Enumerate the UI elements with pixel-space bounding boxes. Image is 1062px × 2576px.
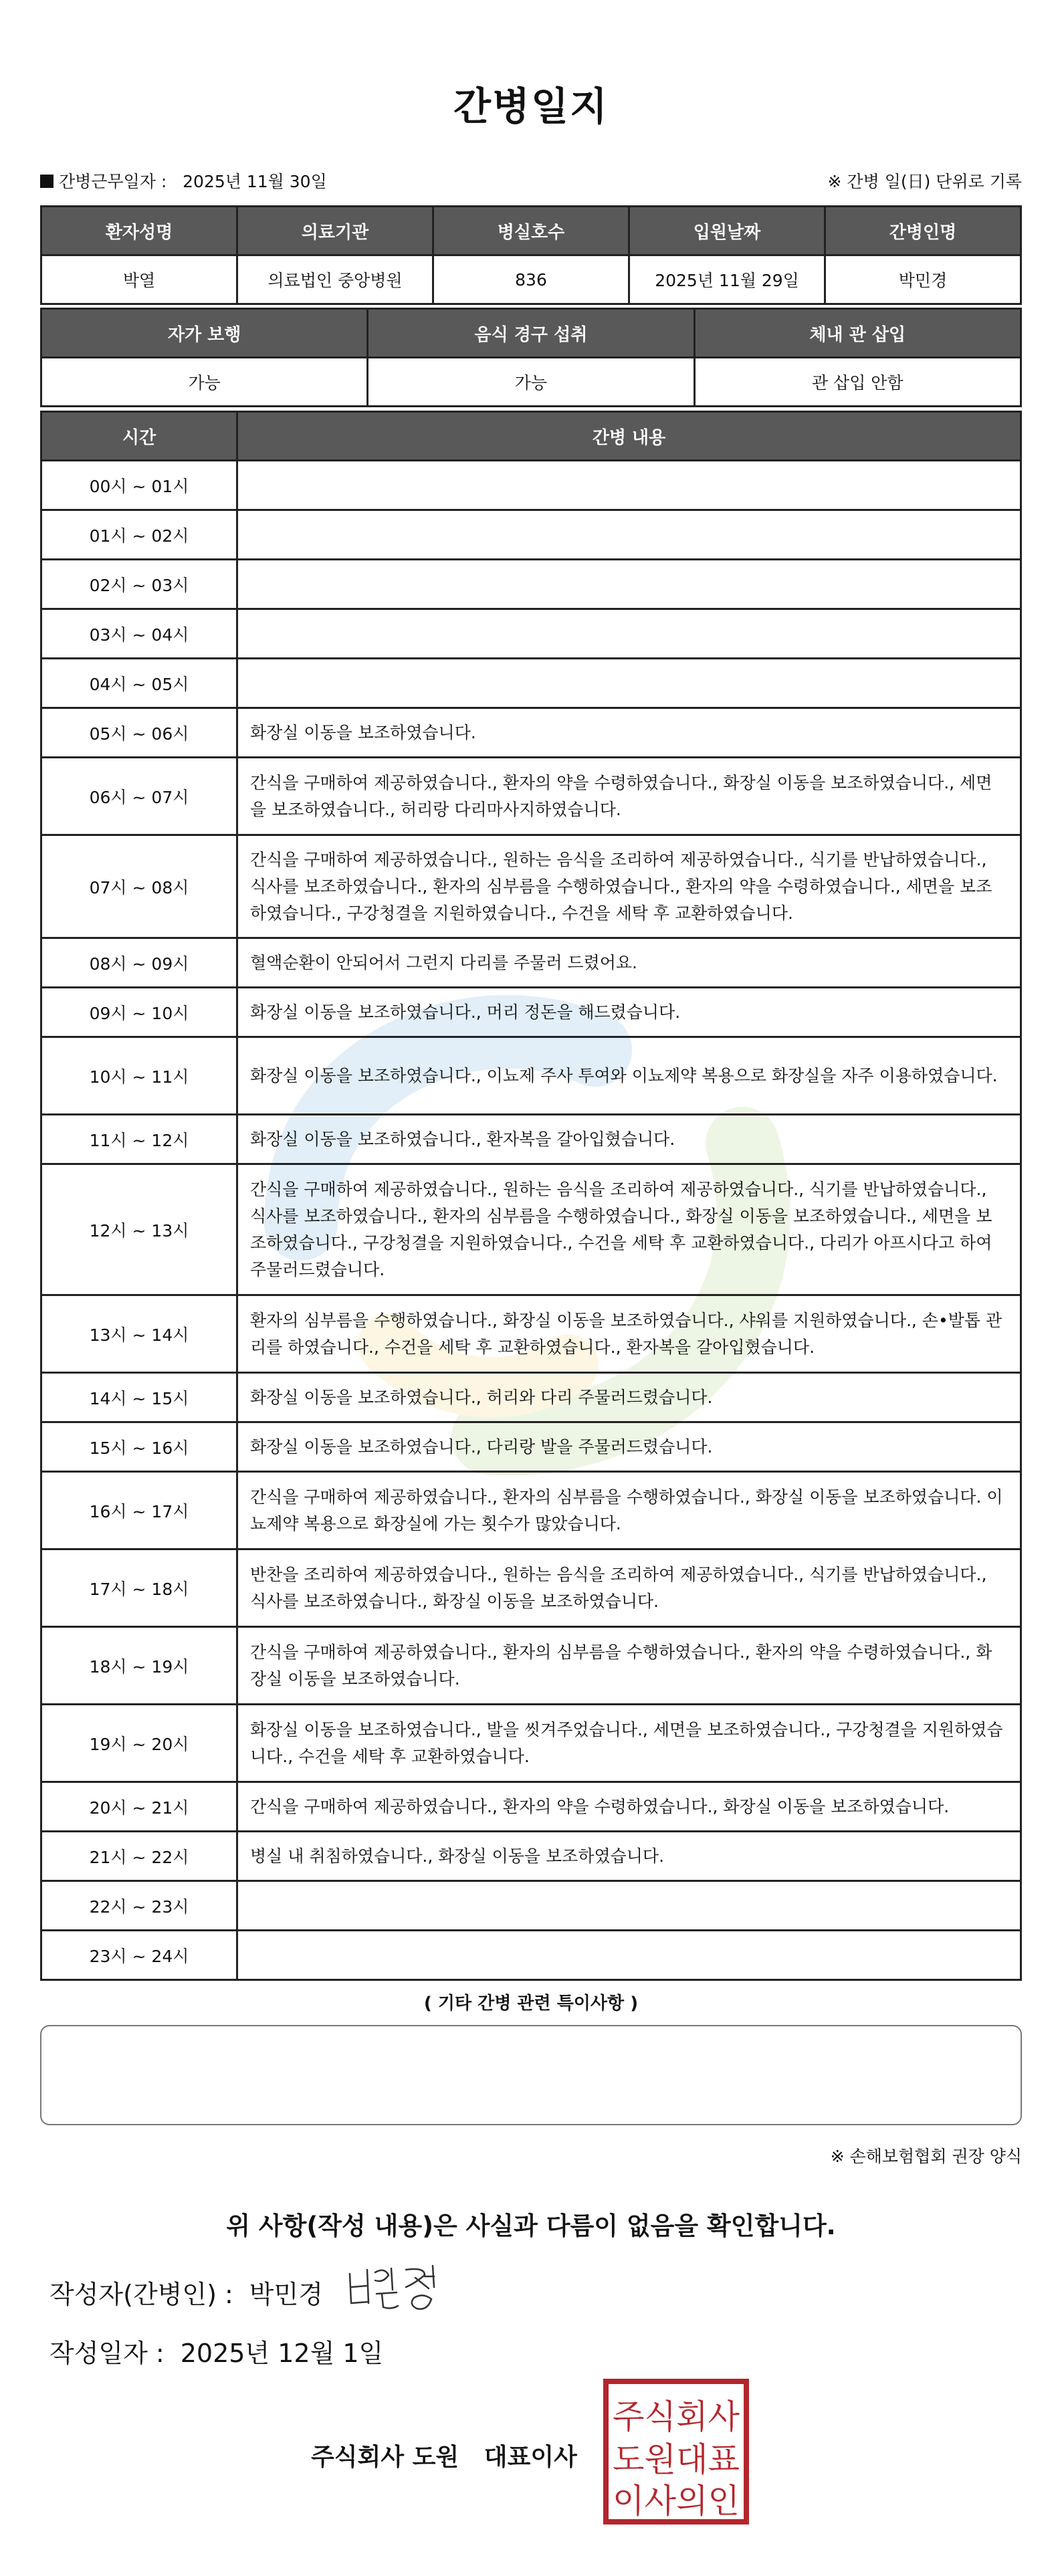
care-log-row	[41, 1295, 1021, 1373]
handwritten-signature	[344, 2260, 458, 2321]
log-time: 09시 ~ 10시	[41, 988, 237, 1037]
notes-box	[40, 2025, 1022, 2125]
care-log-row	[41, 1549, 1021, 1627]
log-content: 반찬을 조리하여 제공하였습니다., 원하는 음식을 조리하여 제공하였습니다., 식기를 반납하였습니다., 식사를 보조하였습니다., 화장실 이동을 보조하였습니다.	[237, 1549, 1021, 1627]
care-log-header-row	[41, 412, 1021, 461]
log-content	[237, 510, 1021, 560]
log-content: 간식을 구매하여 제공하였습니다., 원하는 음식을 조리하여 제공하였습니다., 식기를 반납하였습니다., 식사를 보조하였습니다., 환자의 심부름을 수행하였습니다., 화장실 이동을 보조하였습니다., 세면을 보조하였습니다., 구강청결을 지원하였습니다., 수건을 세탁 후 교환하였습니다., 다리가 아프시다고 하여 주물러드렸습니다.	[237, 1164, 1021, 1295]
seal-text: 도원대표	[613, 2440, 740, 2479]
log-content: 간식을 구매하여 제공하였습니다., 환자의 심부름을 수행하였습니다., 환자의 약을 수령하였습니다., 화장실 이동을 보조하였습니다.	[237, 1627, 1021, 1705]
care-log-row	[41, 1931, 1021, 1980]
care-log-row	[41, 609, 1021, 659]
room-number: 836	[433, 255, 629, 304]
header-time: 시간	[41, 412, 237, 461]
care-log-row	[41, 1832, 1021, 1881]
care-log-row	[41, 1037, 1021, 1115]
care-log-body	[41, 461, 1021, 1980]
log-content: 간식을 구매하여 제공하였습니다., 환자의 약을 수령하였습니다., 화장실 이동을 보조하였습니다.	[237, 1782, 1021, 1832]
oral-intake-value: 가능	[368, 358, 694, 407]
care-log-row	[41, 1472, 1021, 1549]
care-log-row	[41, 1115, 1021, 1164]
work-date-label: 간병근무일자	[59, 172, 156, 191]
header-oral-intake: 음식 경구 섭취	[368, 309, 694, 358]
hospital-name: 의료법인 중앙병원	[237, 255, 433, 304]
care-log-row	[41, 1881, 1021, 1931]
square-bullet-icon	[40, 175, 54, 188]
log-content: 화장실 이동을 보조하였습니다., 발을 씻겨주었습니다., 세면을 보조하였습니다., 구강청결을 지원하였습니다., 수건을 세탁 후 교환하였습니다.	[237, 1705, 1021, 1782]
log-time: 04시 ~ 05시	[41, 659, 237, 708]
log-content: 화장실 이동을 보조하였습니다., 이뇨제 주사 투여와 이뇨제약 복용으로 화장실을 자주 이용하였습니다.	[237, 1037, 1021, 1115]
log-time: 23시 ~ 24시	[41, 1931, 237, 1980]
admission-date: 2025년 11월 29일	[629, 255, 825, 304]
log-time: 19시 ~ 20시	[41, 1705, 237, 1782]
log-time: 01시 ~ 02시	[41, 510, 237, 560]
care-log-row	[41, 560, 1021, 609]
log-time: 22시 ~ 23시	[41, 1881, 237, 1931]
header-room: 병실호수	[433, 207, 629, 255]
care-log-row	[41, 461, 1021, 510]
written-date-value: 2025년 12월 1일	[180, 2339, 384, 2368]
written-date-label: 작성일자 :	[49, 2339, 165, 2368]
log-time: 18시 ~ 19시	[41, 1627, 237, 1705]
care-log-row	[41, 659, 1021, 708]
log-content: 병실 내 취침하였습니다., 화장실 이동을 보조하였습니다.	[237, 1832, 1021, 1881]
log-content: 화장실 이동을 보조하였습니다.	[237, 708, 1021, 758]
writer-line	[49, 2274, 323, 2311]
company-seal-stamp	[602, 2377, 750, 2526]
work-date: 간병근무일자 : 2025년 11월 30일	[40, 169, 327, 193]
form-note: ※ 손해보험협회 권장 양식	[830, 2147, 1022, 2166]
log-time: 10시 ~ 11시	[41, 1037, 237, 1115]
log-time: 07시 ~ 08시	[41, 835, 237, 938]
log-time: 00시 ~ 01시	[41, 461, 237, 510]
written-date-line	[49, 2333, 383, 2369]
log-time: 13시 ~ 14시	[41, 1295, 237, 1373]
care-log-row	[41, 938, 1021, 988]
header-care-content: 간병 내용	[237, 412, 1021, 461]
log-content: 간식을 구매하여 제공하였습니다., 원하는 음식을 조리하여 제공하였습니다., 식기를 반납하였습니다., 식사를 보조하였습니다., 환자의 심부름을 수행하였습니다., 환자의 약을 수령하였습니다., 세면을 보조하였습니다., 구강청결을 지원하였습니다., 수건을 세탁 후 교환하였습니다.	[237, 835, 1021, 938]
care-log-row	[41, 1164, 1021, 1295]
log-content: 간식을 구매하여 제공하였습니다., 환자의 약을 수령하였습니다., 화장실 이동을 보조하였습니다., 세면을 보조하였습니다., 허리랑 다리마사지하였습니다.	[237, 758, 1021, 835]
patient-info-value-row	[41, 255, 1021, 304]
patient-state-header-row	[41, 309, 1021, 358]
care-log-row	[41, 1422, 1021, 1472]
header-caregiver: 간병인명	[825, 207, 1021, 255]
log-content: 화장실 이동을 보조하였습니다., 머리 정돈을 해드렸습니다.	[237, 988, 1021, 1037]
care-log-row	[41, 708, 1021, 758]
log-time: 16시 ~ 17시	[41, 1472, 237, 1549]
caregiver-name: 박민경	[825, 255, 1021, 304]
log-content	[237, 1931, 1021, 1980]
log-time: 15시 ~ 16시	[41, 1422, 237, 1472]
log-time: 17시 ~ 18시	[41, 1549, 237, 1627]
log-time: 21시 ~ 22시	[41, 1832, 237, 1881]
meta-row	[40, 169, 1022, 195]
unit-note: ※ 간병 일(日) 단위로 기록	[827, 172, 1022, 191]
log-content	[237, 609, 1021, 659]
care-log-row	[41, 510, 1021, 560]
seal-text: 주식회사	[613, 2397, 740, 2436]
patient-state-value-row	[41, 358, 1021, 407]
seal-text: 이사의인	[613, 2482, 740, 2520]
confirmation-statement: 위 사항(작성 내용)은 사실과 다름이 없음을 확인합니다.	[226, 2212, 836, 2240]
header-self-walking: 자가 보행	[41, 309, 368, 358]
log-content: 화장실 이동을 보조하였습니다., 환자복을 갈아입혔습니다.	[237, 1115, 1021, 1164]
log-time: 08시 ~ 09시	[41, 938, 237, 988]
writer-name: 박민경	[249, 2280, 323, 2309]
log-time: 12시 ~ 13시	[41, 1164, 237, 1295]
care-log-row	[41, 835, 1021, 938]
header-patient-name: 환자성명	[41, 207, 237, 255]
patient-info-table	[40, 205, 1022, 305]
company-name: 주식회사 도원 대표이사	[311, 2444, 577, 2471]
log-content: 환자의 심부름을 수행하였습니다., 화장실 이동을 보조하였습니다., 샤워를 지원하였습니다., 손•발톱 관리를 하였습니다., 수건을 세탁 후 교환하였습니다., 환자복을 갈아입혔습니다.	[237, 1295, 1021, 1373]
log-time: 20시 ~ 21시	[41, 1782, 237, 1832]
log-time: 14시 ~ 15시	[41, 1373, 237, 1422]
log-content: 화장실 이동을 보조하였습니다., 허리와 다리 주물러드렸습니다.	[237, 1373, 1021, 1422]
log-content	[237, 659, 1021, 708]
care-log-row	[41, 1705, 1021, 1782]
log-content	[237, 560, 1021, 609]
care-log-row	[41, 758, 1021, 835]
log-time: 02시 ~ 03시	[41, 560, 237, 609]
care-log-row	[41, 1782, 1021, 1832]
care-log-row	[41, 1373, 1021, 1422]
work-date-value: 2025년 11월 30일	[183, 172, 327, 191]
tube-insertion-value: 관 삽입 안함	[694, 358, 1021, 407]
log-content: 혈액순환이 안되어서 그런지 다리를 주물러 드렸어요.	[237, 938, 1021, 988]
notes-title: ( 기타 간병 관련 특이사항 )	[423, 1994, 639, 2014]
log-content	[237, 461, 1021, 510]
log-content: 간식을 구매하여 제공하였습니다., 환자의 심부름을 수행하였습니다., 화장실 이동을 보조하였습니다. 이뇨제약 복용으로 화장실에 가는 횟수가 많았습니다.	[237, 1472, 1021, 1549]
log-time: 06시 ~ 07시	[41, 758, 237, 835]
patient-name: 박열	[41, 255, 237, 304]
log-time: 05시 ~ 06시	[41, 708, 237, 758]
log-time: 03시 ~ 04시	[41, 609, 237, 659]
self-walking-value: 가능	[41, 358, 368, 407]
document-title: 간병일지	[453, 84, 609, 129]
header-tube-insertion: 체내 관 삽입	[694, 309, 1021, 358]
log-time: 11시 ~ 12시	[41, 1115, 237, 1164]
writer-label: 작성자(간병인) :	[49, 2280, 233, 2309]
care-log-row	[41, 1627, 1021, 1705]
care-log-table	[40, 411, 1022, 1981]
care-log-row	[41, 988, 1021, 1037]
log-content	[237, 1881, 1021, 1931]
patient-info-header-row	[41, 207, 1021, 255]
header-admission-date: 입원날짜	[629, 207, 825, 255]
log-content: 화장실 이동을 보조하였습니다., 다리랑 발을 주물러드렸습니다.	[237, 1422, 1021, 1472]
header-hospital: 의료기관	[237, 207, 433, 255]
patient-state-table	[40, 308, 1022, 407]
